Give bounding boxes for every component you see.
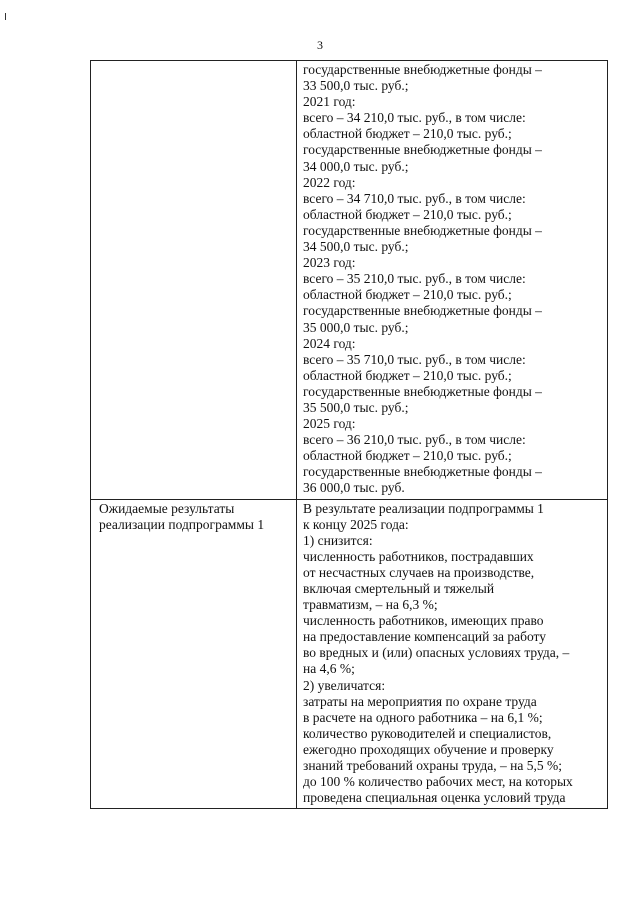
text-line: травматизм, – на 6,3 %; — [303, 597, 438, 613]
text-line: 36 000,0 тыс. руб. — [303, 480, 405, 496]
results-lines — [297, 500, 607, 809]
text-line: областной бюджет – 210,0 тыс. руб.; — [303, 206, 512, 222]
text-line: 1) снизится: — [303, 532, 373, 548]
text-line: включая смертельный и тяжелый — [303, 581, 495, 596]
row-label: Ожидаемые результаты реализации подпрограммы 1 — [99, 500, 265, 532]
text-line: В результате реализации подпрограммы 1 — [303, 500, 544, 516]
page-number: 3 — [317, 38, 323, 52]
scan-artifact-mark — [5, 13, 6, 20]
text-line: областной бюджет – 210,0 тыс. руб.; — [303, 287, 512, 303]
text-line: 2024 год: — [303, 335, 356, 351]
text-line: областной бюджет – 210,0 тыс. руб.; — [303, 367, 512, 383]
text-line: государственные внебюджетные фонды – — [303, 222, 542, 238]
text-line: на предоставление компенсаций за работу — [303, 629, 547, 645]
text-line: всего – 35 710,0 тыс. руб., в том числе: — [303, 351, 526, 367]
text-line: до 100 % количество рабочих мест, на которых — [303, 774, 573, 790]
text-line: областной бюджет – 210,0 тыс. руб.; — [303, 126, 512, 142]
text-line: государственные внебюджетные фонды – — [303, 303, 542, 319]
text-line: затраты на мероприятия по охране труда — [303, 693, 537, 709]
text-line: областной бюджет – 210,0 тыс. руб.; — [303, 448, 512, 464]
funding-lines — [297, 61, 607, 499]
table-row-expected-results — [91, 499, 608, 809]
table-cell-value — [297, 499, 608, 809]
text-line: на 4,6 %; — [303, 661, 355, 677]
text-line: 2021 год: — [303, 94, 356, 110]
text-line: от несчастных случаев на производстве, — [303, 564, 535, 580]
text-line: всего – 34 210,0 тыс. руб., в том числе: — [303, 110, 526, 126]
text-line: 2023 год: — [303, 255, 356, 271]
text-line: 35 500,0 тыс. руб.; — [303, 399, 409, 415]
table-cell-value — [297, 61, 608, 500]
text-line: государственные внебюджетные фонды – — [303, 62, 542, 77]
text-line: 2022 год: — [303, 174, 356, 190]
table-row-funding — [91, 61, 608, 500]
text-line: 2) увеличатся: — [303, 677, 386, 693]
text-line: к концу 2025 года: — [303, 516, 409, 532]
text-line: численность работников, пострадавших — [303, 548, 534, 564]
text-line: государственные внебюджетные фонды – — [303, 383, 542, 399]
text-line: 34 000,0 тыс. руб.; — [303, 158, 409, 174]
text-line: государственные внебюджетные фонды – — [303, 464, 542, 480]
table-cell-label — [91, 499, 297, 809]
text-line: знаний требований охраны труда, – на 5,5 %; — [303, 758, 562, 774]
text-line: численность работников, имеющих право — [303, 613, 544, 629]
row-label — [91, 61, 296, 62]
text-line: количество руководителей и специалистов, — [303, 725, 552, 741]
text-line: в расчете на одного работника – на 6,1 %; — [303, 709, 543, 725]
text-line: всего – 35 210,0 тыс. руб., в том числе: — [303, 271, 526, 287]
text-line: 34 500,0 тыс. руб.; — [303, 239, 409, 255]
program-table — [90, 60, 608, 809]
text-line: всего – 36 210,0 тыс. руб., в том числе: — [303, 432, 526, 448]
text-line: 35 000,0 тыс. руб.; — [303, 319, 409, 335]
text-line: 2025 год: — [303, 416, 356, 432]
text-line: 33 500,0 тыс. руб.; — [303, 78, 409, 94]
text-line: всего – 34 710,0 тыс. руб., в том числе: — [303, 190, 526, 206]
table-cell-label — [91, 61, 297, 500]
text-line: государственные внебюджетные фонды – — [303, 142, 542, 158]
text-line: во вредных и (или) опасных условиях труда, – — [303, 645, 570, 661]
text-line: ежегодно проходящих обучение и проверку — [303, 741, 554, 757]
text-line: проведена специальная оценка условий труда — [303, 790, 566, 806]
